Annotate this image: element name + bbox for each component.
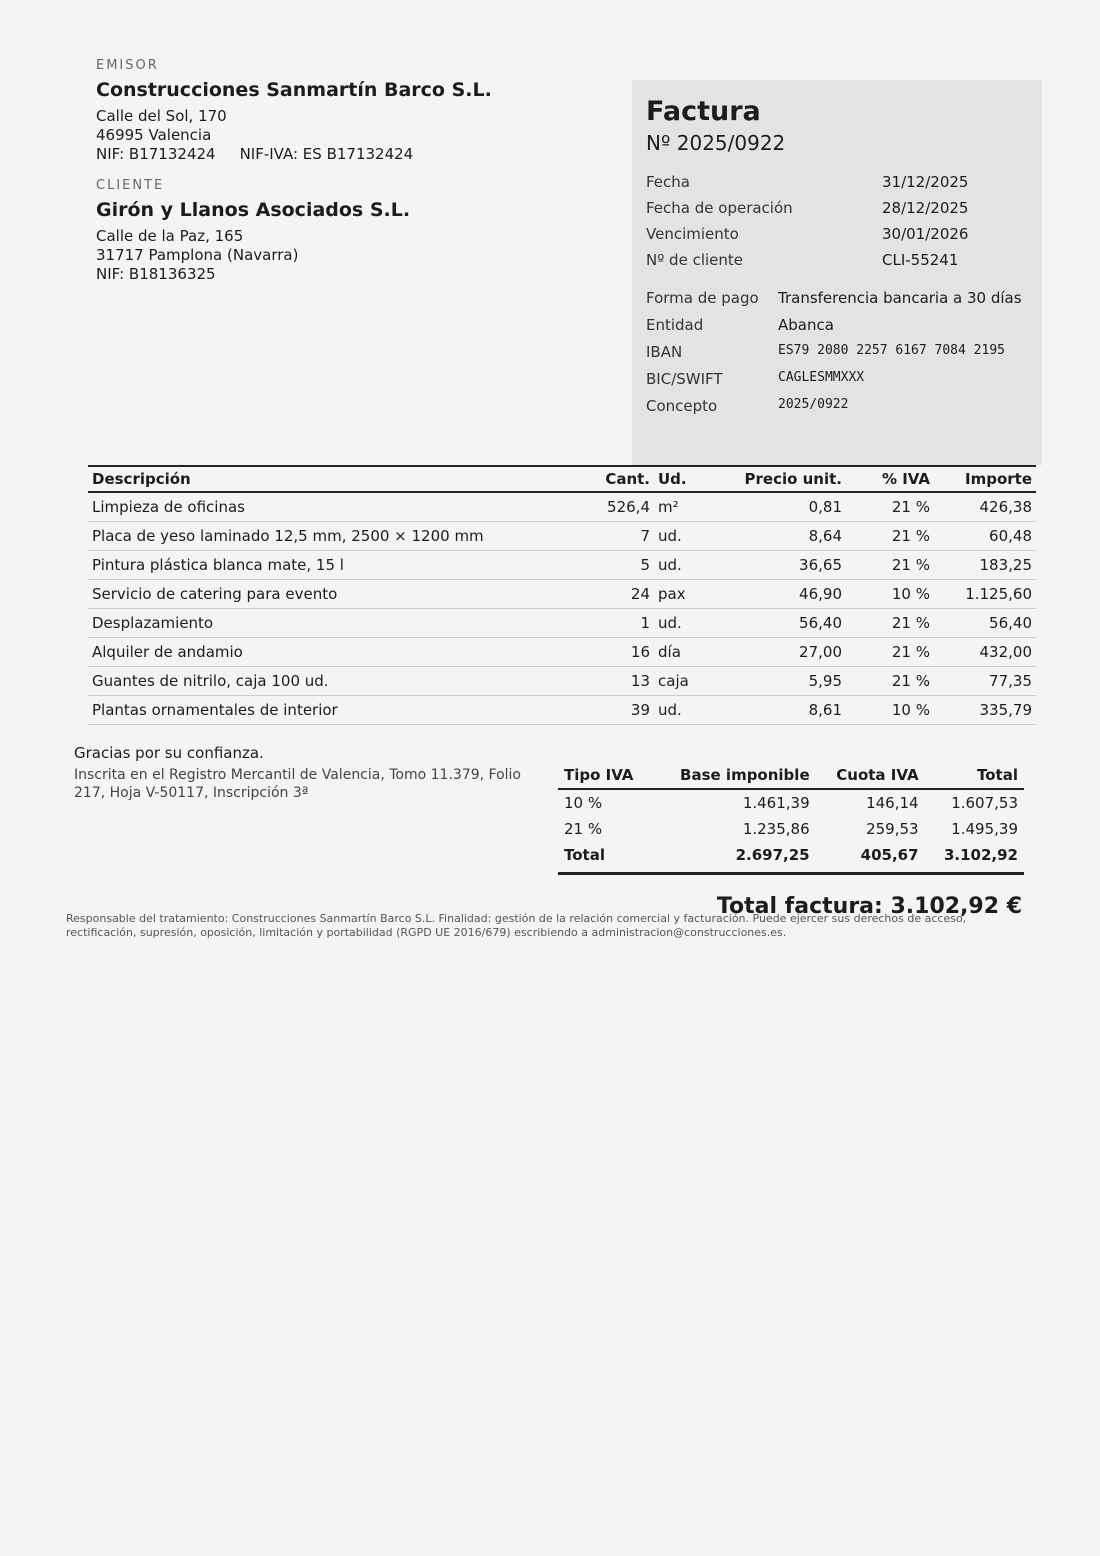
payment-label: Entidad — [646, 316, 704, 334]
issuer-nif: NIF: B17132424 — [96, 145, 216, 163]
item-unit: ud. — [654, 522, 718, 551]
item-desc: Pintura plástica blanca mate, 15 l — [88, 551, 596, 580]
item-unit: día — [654, 638, 718, 667]
invoice-title: Factura — [646, 96, 761, 127]
item-price: 0,81 — [718, 492, 846, 522]
col-unit-price: Precio unit. — [718, 466, 846, 492]
item-price: 56,40 — [718, 609, 846, 638]
item-price: 46,90 — [718, 580, 846, 609]
issuer-address-line2: 46995 Valencia — [96, 126, 212, 144]
item-qty: 1 — [596, 609, 654, 638]
client-address-line2: 31717 Pamplona (Navarra) — [96, 246, 299, 264]
payment-value: ES79 2080 2257 6167 7084 2195 — [778, 343, 1005, 358]
items-table — [88, 465, 1036, 725]
item-desc: Alquiler de andamio — [88, 638, 596, 667]
item-vat: 21 % — [846, 667, 934, 696]
vat-header-row — [558, 762, 1024, 789]
table-row — [88, 638, 1036, 667]
item-amount: 426,38 — [934, 492, 1036, 522]
item-unit: ud. — [654, 551, 718, 580]
item-qty: 13 — [596, 667, 654, 696]
vat-row — [558, 789, 1024, 816]
table-row — [88, 667, 1036, 696]
info-row-date — [646, 173, 1028, 191]
vat-total-amount: 3.102,92 — [925, 842, 1024, 874]
client-nif: NIF: B18136325 — [96, 265, 216, 283]
vat-type: 10 % — [564, 794, 603, 812]
payment-row-concept — [646, 397, 1028, 415]
vat-type: 21 % — [564, 820, 603, 838]
payment-value: CAGLESMMXXX — [778, 370, 865, 385]
vat-row — [558, 816, 1024, 842]
vat-col-type: Tipo IVA — [558, 762, 652, 789]
issuer-label: EMISOR — [96, 58, 159, 73]
col-unit: Ud. — [654, 466, 718, 492]
invoice-info-box — [632, 80, 1042, 465]
item-vat: 10 % — [846, 696, 934, 725]
item-amount: 60,48 — [934, 522, 1036, 551]
item-unit: ud. — [654, 609, 718, 638]
col-description: Descripción — [88, 466, 596, 492]
item-qty: 526,4 — [596, 492, 654, 522]
item-qty: 39 — [596, 696, 654, 725]
info-row-operation-date — [646, 199, 1028, 217]
item-unit: ud. — [654, 696, 718, 725]
item-vat: 21 % — [846, 551, 934, 580]
registry-note: Inscrita en el Registro Mercantil de Valencia, Tomo 11.379, Folio 217, Hoja V-50117, Inscripción 3ª — [74, 767, 521, 801]
item-desc: Plantas ornamentales de interior — [88, 696, 596, 725]
vat-summary-table — [558, 762, 1024, 875]
payment-label: Forma de pago — [646, 289, 759, 307]
payment-row-bank — [646, 316, 1028, 334]
payment-value: Abanca — [778, 316, 834, 334]
item-unit: caja — [654, 667, 718, 696]
item-vat: 21 % — [846, 609, 934, 638]
item-desc: Limpieza de oficinas — [88, 492, 596, 522]
item-vat: 10 % — [846, 580, 934, 609]
vat-col-base: Base imponible — [652, 762, 816, 789]
vat-total: 1.607,53 — [951, 794, 1018, 812]
issuer-name: Construcciones Sanmartín Barco S.L. — [96, 79, 492, 101]
invoice-number: Nº 2025/0922 — [646, 131, 786, 155]
grand-total: Total factura: 3.102,92 € — [716, 894, 1022, 919]
info-row-due-date — [646, 225, 1028, 243]
item-price: 8,61 — [718, 696, 846, 725]
info-label: Vencimiento — [646, 225, 739, 243]
info-label: Fecha de operación — [646, 199, 793, 217]
issuer-block — [96, 58, 576, 164]
vat-quota: 146,14 — [866, 794, 919, 812]
info-row-client-number — [646, 251, 1028, 269]
item-amount: 335,79 — [934, 696, 1036, 725]
col-quantity: Cant. — [596, 466, 654, 492]
item-amount: 1.125,60 — [934, 580, 1036, 609]
col-vat: % IVA — [846, 466, 934, 492]
item-price: 36,65 — [718, 551, 846, 580]
item-qty: 16 — [596, 638, 654, 667]
table-row — [88, 551, 1036, 580]
item-desc: Desplazamiento — [88, 609, 596, 638]
issuer-tax-ids — [96, 145, 576, 164]
item-amount: 432,00 — [934, 638, 1036, 667]
items-body — [88, 492, 1036, 725]
vat-total: 1.495,39 — [951, 820, 1018, 838]
payment-row-method — [646, 289, 1028, 307]
col-amount: Importe — [934, 466, 1036, 492]
info-label: Fecha — [646, 173, 690, 191]
table-row — [88, 696, 1036, 725]
payment-label: Concepto — [646, 397, 718, 415]
item-qty: 7 — [596, 522, 654, 551]
item-price: 5,95 — [718, 667, 846, 696]
vat-base: 1.461,39 — [742, 794, 810, 812]
table-row — [88, 609, 1036, 638]
item-price: 27,00 — [718, 638, 846, 667]
info-value: 28/12/2025 — [882, 199, 969, 217]
client-block — [96, 178, 576, 284]
payment-value: 2025/0922 — [778, 397, 849, 412]
items-header-row — [88, 466, 1036, 492]
item-vat: 21 % — [846, 492, 934, 522]
vat-total-row — [558, 842, 1024, 874]
vat-total-base: 2.697,25 — [652, 842, 816, 874]
info-label: Nº de cliente — [646, 251, 744, 269]
payment-row-bic — [646, 370, 1028, 388]
payment-value: Transferencia bancaria a 30 días — [778, 289, 1022, 307]
item-amount: 183,25 — [934, 551, 1036, 580]
item-vat: 21 % — [846, 638, 934, 667]
vat-quota: 259,53 — [866, 820, 919, 838]
item-desc: Servicio de catering para evento — [88, 580, 596, 609]
item-amount: 56,40 — [934, 609, 1036, 638]
legal-notice: Responsable del tratamiento: Construcciones Sanmartín Barco S.L. Finalidad: gestión de la relación comercial y facturación. Puede ejercer sus derechos de acceso, rectificación, supresión, oposición, limitación y portabilidad (RGPD UE 2016/679) escribiendo a administracion@construcciones.es. — [66, 912, 967, 939]
table-row — [88, 492, 1036, 522]
info-value: 31/12/2025 — [882, 173, 969, 191]
vat-col-total: Total — [925, 762, 1024, 789]
table-row — [88, 580, 1036, 609]
item-desc: Placa de yeso laminado 12,5 mm, 2500 × 1200 mm — [88, 522, 596, 551]
vat-col-quota: Cuota IVA — [816, 762, 925, 789]
vat-total-label: Total — [558, 842, 652, 874]
info-value: 30/01/2026 — [882, 225, 969, 243]
item-price: 8,64 — [718, 522, 846, 551]
info-value: CLI-55241 — [882, 251, 959, 269]
thanks-note: Gracias por su confianza. — [74, 744, 264, 762]
item-unit: m² — [654, 492, 718, 522]
payment-label: IBAN — [646, 343, 683, 361]
payment-row-iban — [646, 343, 1028, 361]
item-vat: 21 % — [846, 522, 934, 551]
client-name: Girón y Llanos Asociados S.L. — [96, 199, 411, 221]
item-desc: Guantes de nitrilo, caja 100 ud. — [88, 667, 596, 696]
table-row — [88, 522, 1036, 551]
item-qty: 5 — [596, 551, 654, 580]
vat-base: 1.235,86 — [742, 820, 810, 838]
client-address-line1: Calle de la Paz, 165 — [96, 227, 244, 245]
item-amount: 77,35 — [934, 667, 1036, 696]
payment-label: BIC/SWIFT — [646, 370, 723, 388]
item-qty: 24 — [596, 580, 654, 609]
item-unit: pax — [654, 580, 718, 609]
issuer-nif-iva: NIF-IVA: ES B17132424 — [239, 145, 414, 163]
client-label: CLIENTE — [96, 178, 165, 193]
issuer-address-line1: Calle del Sol, 170 — [96, 107, 227, 125]
vat-total-quota: 405,67 — [816, 842, 925, 874]
